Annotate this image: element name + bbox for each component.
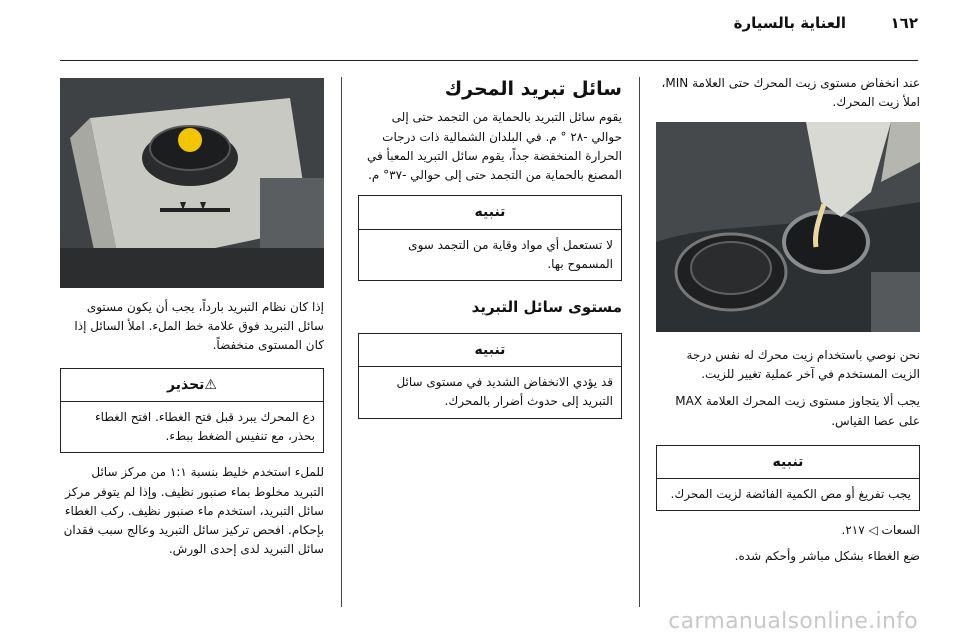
left-column bbox=[60, 298, 324, 559]
page-number: ١٦٢ bbox=[890, 14, 918, 32]
right-column bbox=[656, 74, 920, 112]
coolant-note-2-body: قد يؤدي الانخفاض الشديد في مستوى سائل التبريد إلى حدوث أضرار بالمحرك. bbox=[396, 375, 613, 409]
coolant-reservoir-illustration bbox=[60, 78, 324, 288]
warning-title: ⚠تحذير bbox=[61, 369, 323, 402]
oil-fill-photo bbox=[656, 122, 920, 332]
oil-note-box bbox=[656, 445, 920, 512]
coolant-level-text: إذا كان نظام التبريد بارداً، يجب أن يكون مستوى سائل التبريد فوق علامة خط الملء. املأ السائل إذا كان المستوى منخفضاً. bbox=[74, 300, 324, 353]
oil-note-body: يجب تفريغ أو مص الكمية الفائضة لزيت المحرك. bbox=[670, 487, 911, 502]
coolant-note-box-2 bbox=[358, 333, 622, 419]
coolant-heading: سائل تبريد المحرك bbox=[444, 78, 622, 100]
coolant-fill-text: للملء استخدم خليط بنسبة ١:١ من مركز سائل التبريد مخلوط بماء صنبور نظيف. وإذا لم يتوفر مركز سائل التبريد، استخدم ماء صنبور نظيف. ركب الغطاء بإحكام. افحص تركيز سائل التبريد وعالج سبب فقدان سائل التبريد لدى إحدى الورش. bbox=[63, 465, 324, 557]
oil-grade-caption: نحن نوصي باستخدام زيت محرك له نفس درجة الزيت المستخدم في آخر عملية تغيير للزيت. bbox=[686, 348, 920, 382]
coolant-reservoir-photo bbox=[60, 78, 324, 288]
warning-body: دع المحرك يبرد قبل فتح الغطاء. افتح الغطاء بحذر، مع تنفيس الضغط ببطء. bbox=[95, 409, 315, 444]
column-divider-right bbox=[639, 77, 640, 607]
coolant-note-1-body: لا تستعمل أي مواد وقاية من التجمد سوى المسموح بها. bbox=[408, 237, 613, 271]
oil-note-title: تنبيه bbox=[657, 446, 919, 479]
right-column-lower bbox=[656, 346, 920, 566]
coolant-note-2-title: تنبيه bbox=[359, 334, 621, 367]
oil-fill-illustration bbox=[656, 122, 920, 332]
header-rule bbox=[60, 60, 918, 61]
middle-column bbox=[358, 74, 622, 419]
coolant-level-subheading: مستوى سائل التبريد bbox=[471, 297, 622, 316]
page-title: العناية بالسيارة bbox=[733, 14, 846, 32]
watermark: carmanualsonline.info bbox=[668, 609, 918, 634]
capacities-ref: السعات ◁ ٢١٧. bbox=[841, 523, 920, 538]
oil-min-text: عند انخفاض مستوى زيت المحرك حتى العلامة MIN، املأ زيت المحرك. bbox=[661, 76, 920, 110]
column-divider-left bbox=[341, 77, 342, 607]
page-header bbox=[60, 14, 918, 44]
cap-instruction: ضع الغطاء بشكل مباشر وأحكم شده. bbox=[734, 548, 920, 563]
oil-max-text: يجب ألا يتجاوز مستوى زيت المحرك العلامة MAX على عصا القياس. bbox=[675, 394, 920, 428]
coolant-intro: يقوم سائل التبريد بالحماية من التجمد حتى إلى حوالي -٢٨ ° م. في البلدان الشمالية ذات درجات الحرارة المنخفضة جداً، يقوم سائل التبريد المعبأ في المصنع بالحماية من التجمد حتى إلى حوالي -٣٧° م. bbox=[366, 110, 622, 182]
warning-box bbox=[60, 368, 324, 454]
coolant-note-1-title: تنبيه bbox=[359, 196, 621, 229]
coolant-note-box-1 bbox=[358, 195, 622, 281]
